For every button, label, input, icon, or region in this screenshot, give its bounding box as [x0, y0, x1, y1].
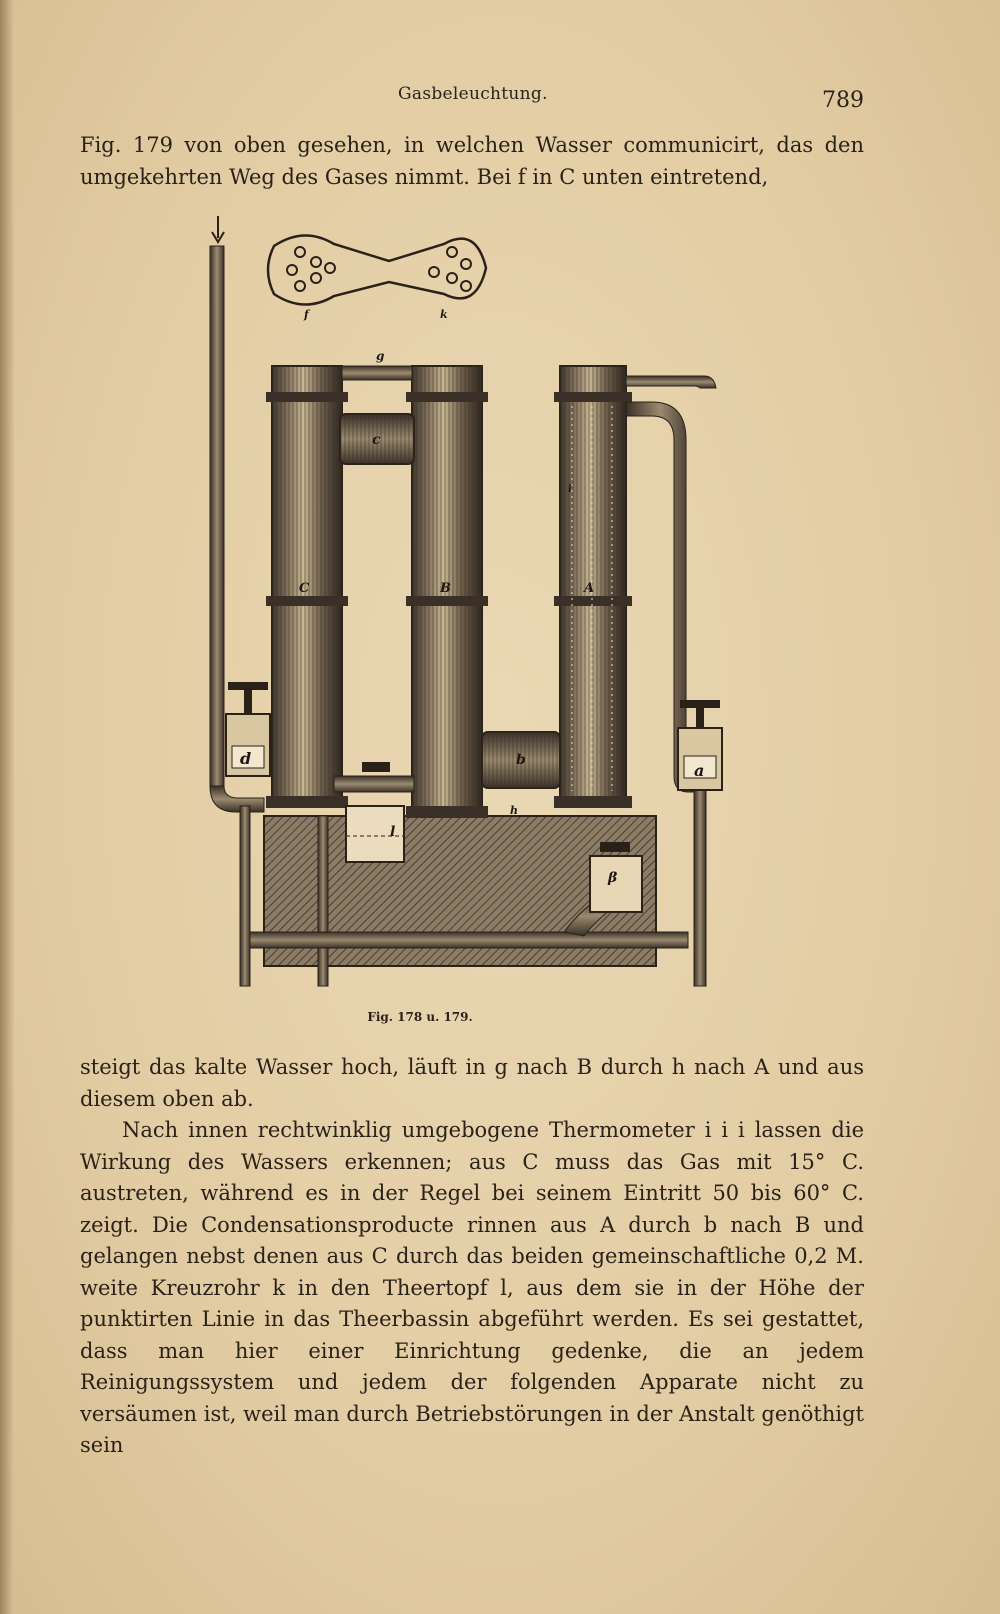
- label-l: l: [390, 824, 396, 840]
- label-i: i: [568, 484, 572, 495]
- drain-pipe-right: [694, 776, 706, 986]
- top-view-fig-179: [268, 235, 486, 304]
- outlet-spout: [626, 376, 716, 388]
- paragraph: steigt das kalte Wasser hoch, läuft in g nach B durch h nach A und aus diesem oben ab.: [80, 1055, 864, 1111]
- connector-g: [342, 366, 412, 380]
- condenser-illustration: [204, 216, 764, 1006]
- label-b: b: [516, 752, 526, 768]
- label-beta: β: [608, 870, 618, 886]
- label-B: B: [440, 581, 451, 596]
- text-block-top: [80, 130, 864, 193]
- binding-edge: [0, 0, 14, 1614]
- running-head: Gasbeleuchtung.: [398, 84, 548, 104]
- page-number: 789: [822, 88, 864, 113]
- label-k: k: [440, 308, 448, 321]
- label-d: d: [240, 749, 252, 768]
- label-h: h: [510, 804, 518, 817]
- figure-condenser: [204, 216, 764, 1006]
- text-block-bottom: [80, 1052, 864, 1462]
- label-c: c: [372, 432, 381, 448]
- figure-caption: Fig. 178 u. 179.: [367, 1010, 473, 1024]
- label-f: f: [304, 308, 309, 321]
- drain-pipe-middle: [318, 816, 328, 986]
- drain-pipe-left: [240, 806, 250, 986]
- cross-pipe-k: [250, 932, 688, 948]
- tar-pot-l: [334, 762, 414, 862]
- label-C: C: [299, 581, 310, 596]
- label-a: a: [694, 761, 705, 780]
- label-A: A: [584, 581, 595, 596]
- paragraph: Fig. 179 von oben gesehen, in welchen Wasser communicirt, das den umgekehrten Weg des Gases nimmt. Bei f in C unten eintretend,: [80, 133, 864, 189]
- paragraph: Nach innen rechtwinklig umgebogene Thermometer i i i lassen die Wirkung des Wassers erkennen; aus C muss das Gas mit 15° C. austreten, während es in der Regel bei seinem Eintritt 50 bis 60° C. zeigt. Die Condensationsproducte rinnen aus A durch b nach B und gelangen nebst denen aus C durch das beiden gemeinschaftliche 0,2 M. weite Kreuzrohr k in den Theertopf l, aus dem sie in der Höhe der punktirten Linie in das Theerbassin abgeführt werden. Es sei gestattet, dass man hier einer Einrichtung gedenke, die an jedem Reinigungssystem und jedem der folgenden Apparate nicht zu versäumen ist, weil man durch Betriebstörungen in der Anstalt genöthigt sein: [80, 1118, 864, 1457]
- label-g: g: [376, 349, 385, 363]
